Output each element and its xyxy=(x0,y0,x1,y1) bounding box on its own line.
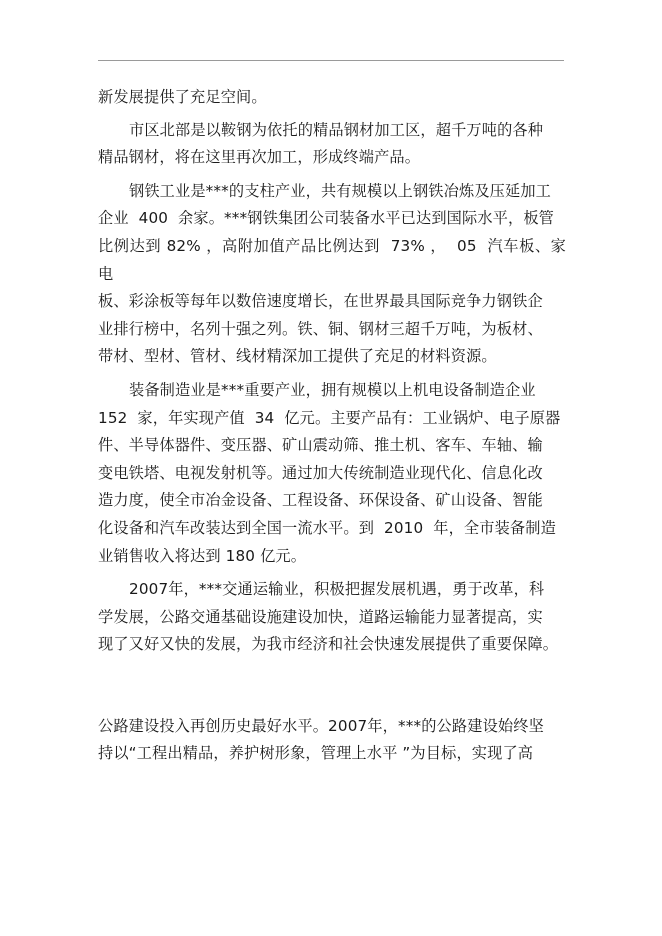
text-line: 精品钢材，将在这里再次加工，形成终端产品。 xyxy=(98,148,421,167)
text-line: 现了又好又快的发展，为我市经济和社会快速发展提供了重要保障。 xyxy=(98,635,559,654)
text-line: 板、彩涂板等每年以数倍速度增长，在世界最具国际竞争力钢铁企 xyxy=(98,292,543,311)
text-line: 持以“工程出精品，养护树形象，管理上水平 ”为目标，实现了高 xyxy=(98,744,534,763)
document-body xyxy=(98,84,566,768)
text-line: 市区北部是以鞍钢为依托的精品钢材加工区，超千万吨的各种 xyxy=(129,120,544,139)
text-line: 企业 400 余家。***钢铁集团公司装备水平已达到国际水平，板管 xyxy=(98,209,555,228)
text-line: 学发展，公路交通基础设施建设加快，道路运输能力显著提高，实 xyxy=(98,607,543,626)
text-line: 152 家，年实现产值 34 亿元。主要产品有：工业锅炉、电子原器 xyxy=(98,408,561,427)
paragraph-spacer xyxy=(98,659,566,713)
text-line: 带材、型材、管材、线材精深加工提供了充足的材料资源。 xyxy=(98,347,497,366)
paragraph-road-construction xyxy=(98,713,566,768)
text-line: 新发展提供了充足空间。 xyxy=(98,88,267,106)
text-line: 变电铁塔、电视发射机等。通过加大传统制造业现代化、信息化改 xyxy=(98,463,543,482)
text-line: 件、半导体器件、变压器、矿山震动筛、推土机、客车、车轴、输 xyxy=(98,436,543,455)
text-line: 比例达到 82% ，高附加值产品比例达到 73% ， 05 汽车板、家电 xyxy=(98,236,566,283)
text-line: 装备制造业是***重要产业，拥有规模以上机电设备制造企业 xyxy=(129,380,536,399)
text-line: 业排行榜中，名列十强之列。铁、铜、钢材三超千万吨，为板材、 xyxy=(98,319,543,338)
text-line: 业销售收入将达到 180 亿元。 xyxy=(98,546,307,565)
paragraph-continued xyxy=(98,84,566,112)
header-rule xyxy=(98,60,564,61)
text-line: 2007年，***交通运输业，积极把握发展机遇，勇于改革，科 xyxy=(129,580,545,599)
paragraph-steel-industry xyxy=(98,178,566,371)
text-line: 钢铁工业是***的支柱产业，共有规模以上钢铁冶炼及压延加工 xyxy=(129,181,552,200)
text-line: 公路建设投入再创历史最好水平。2007年，***的公路建设始终坚 xyxy=(98,716,544,735)
paragraph-equipment-manufacturing xyxy=(98,377,566,570)
paragraph-transportation xyxy=(98,576,566,659)
text-line: 造力度，使全市冶金设备、工程设备、环保设备、矿山设备、智能 xyxy=(98,491,543,510)
text-line: 化设备和汽车改装达到全国一流水平。到 2010 年，全市装备制造 xyxy=(98,518,556,537)
paragraph-steel-processing-zone xyxy=(98,117,566,172)
